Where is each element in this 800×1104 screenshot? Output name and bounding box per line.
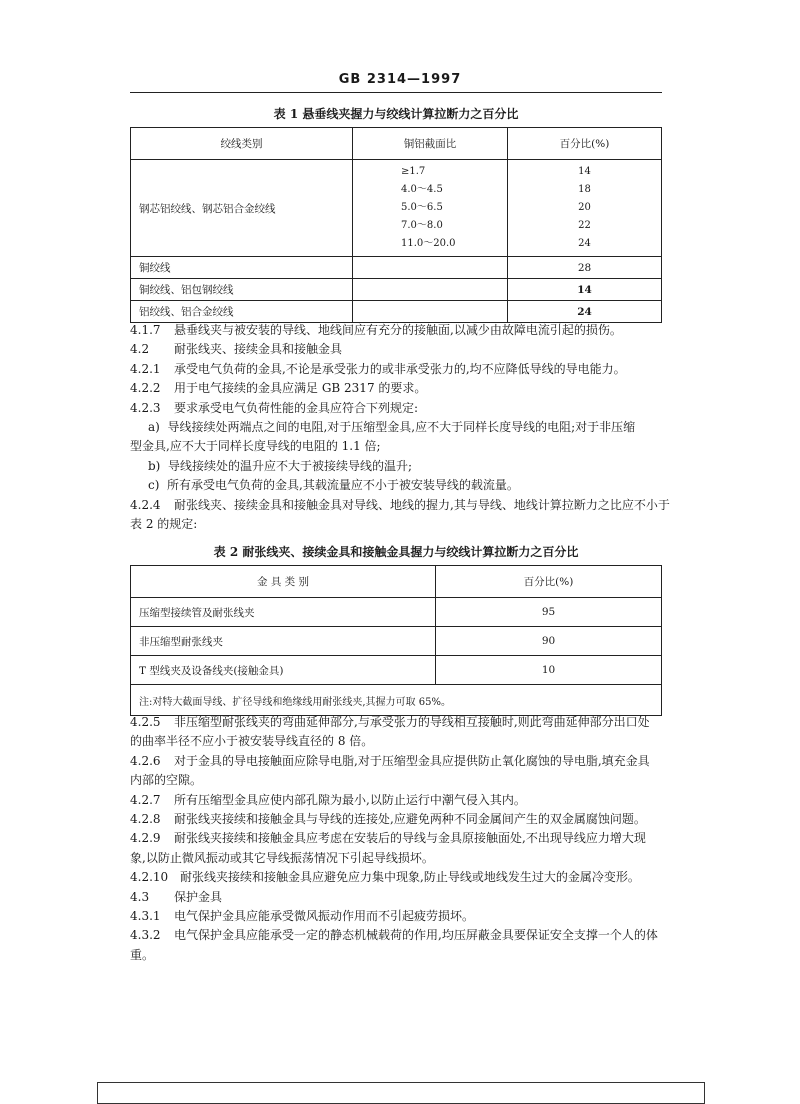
table2-caption: 表 2 耐张线夹、接续金具和接触金具握力与绞线计算拉断力之百分比	[213, 545, 579, 559]
paragraph	[130, 810, 670, 829]
clause-text: 用于电气接续的金具应满足 GB 2317 的要求。	[174, 381, 427, 396]
paragraph	[130, 496, 670, 515]
clause-text: 耐张线夹、接续金具和接触金具对导线、地线的握力,其与导线、地线计算拉断力之比应不小于	[174, 497, 670, 512]
table1-percent: 18	[578, 184, 591, 195]
list-marker: a)	[148, 420, 160, 435]
clause-number: 4.3	[130, 889, 150, 904]
paragraph-continuation: 表 2 的规定:	[130, 517, 198, 532]
paragraph	[130, 829, 670, 848]
table2-note-row	[131, 685, 662, 716]
clause-text: 非压缩型耐张线夹的弯曲延伸部分,与承受张力的导线相互接触时,则此弯曲延伸部分出口处	[174, 715, 650, 729]
table1-col-category: 绞线类别	[131, 128, 353, 160]
paragraph-continuation: 的曲率半径不应小于被安装导线直径的 8 倍。	[130, 734, 374, 749]
paragraph	[130, 360, 670, 379]
clause-number: 4.2.5	[130, 715, 161, 729]
paragraph	[130, 399, 670, 418]
clause-number: 4.2.3	[130, 400, 161, 415]
table1-row	[131, 257, 662, 279]
clause-text: 电气保护金具应能承受微风振动作用而不引起疲劳损坏。	[174, 909, 475, 924]
list-marker: c)	[148, 478, 160, 493]
table2-row-category: 压缩型接续管及耐张线夹	[131, 598, 436, 627]
table2-row-category: T 型线夹及设备线夹(接触金具)	[131, 656, 436, 685]
table1-row-category: 铜绞线	[131, 257, 353, 279]
footer-frame	[97, 1082, 705, 1104]
clause-text: 耐张线夹接续和接触金具应避免应力集中现象,防止导线或地线发生过大的金属冷变形。	[180, 870, 640, 885]
paragraph	[130, 868, 670, 887]
paragraph	[130, 791, 670, 810]
list-item	[130, 418, 670, 437]
table2-row-percent: 10	[436, 656, 662, 685]
paragraph	[130, 752, 670, 771]
paragraph-continuation: 内部的空隙。	[130, 773, 203, 788]
section-heading	[130, 340, 670, 359]
paragraph	[130, 907, 670, 926]
paragraph	[130, 379, 670, 398]
clause-number: 4.2.6	[130, 753, 161, 768]
table2	[130, 565, 662, 716]
paragraph-continuation: 象,以防止微风振动或其它导线振荡情况下引起导线损坏。	[130, 850, 434, 865]
table2-row	[131, 627, 662, 656]
table1-header-row	[131, 128, 662, 160]
section-heading	[130, 888, 670, 907]
header-rule	[130, 92, 662, 93]
table1-col-ratio: 铜铝截面比	[353, 128, 508, 160]
clause-text: 耐张线夹、接续金具和接触金具	[174, 342, 343, 357]
table2-col-percent: 百分比(%)	[436, 566, 662, 598]
list-text: 导线接续处两端点之间的电阻,对于压缩型金具,应不大于同样长度导线的电阻;对于非压缩	[167, 420, 636, 435]
table1-row	[131, 279, 662, 301]
table1-ratio: 7.0～8.0	[401, 220, 443, 231]
table1-row-ratio	[353, 301, 508, 323]
clause-number: 4.2.9	[130, 831, 161, 846]
table1-col-percent: 百分比(%)	[508, 128, 662, 160]
clause-text: 电气保护金具应能承受一定的静态机械载荷的作用,均压屏蔽金具要保证安全支撑一个人的体	[174, 928, 658, 943]
table2-note: 注:对特大截面导线、扩径导线和绝缘线用耐张线夹,其握力可取 65%。	[131, 685, 662, 716]
clause-text: 所有压缩型金具应使内部孔隙为最小,以防止运行中潮气侵入其内。	[174, 792, 526, 807]
clause-number: 4.2.4	[130, 497, 161, 512]
clause-number: 4.3.2	[130, 928, 161, 943]
section-4-2-5-to-4-3-2	[130, 713, 670, 965]
list-item	[130, 457, 670, 476]
table2-row-category: 非压缩型耐张线夹	[131, 627, 436, 656]
table1-percent: 20	[578, 202, 591, 213]
clause-text: 耐张线夹接续和接触金具应考虑在安装后的导线与金具原接触面处,不出现导线应力增大现	[174, 831, 646, 846]
clause-text: 保护金具	[174, 889, 223, 904]
table2-header-row	[131, 566, 662, 598]
table1-row-category: 铜绞线、铝包钢绞线	[131, 279, 353, 301]
table2-row-percent: 90	[436, 627, 662, 656]
paragraph	[130, 926, 670, 945]
table1-row-percent: 14	[508, 279, 662, 301]
clause-number: 4.3.1	[130, 909, 161, 924]
table1-caption: 表 1 悬垂线夹握力与绞线计算拉断力之百分比	[273, 107, 519, 121]
table1-ratio: ≥1.7	[401, 166, 426, 177]
clause-text: 悬垂线夹与被安装的导线、地线间应有充分的接触面,以减少由故障电流引起的损伤。	[174, 323, 622, 337]
table1-percent: 24	[578, 238, 591, 249]
list-item	[130, 476, 670, 495]
table2-row	[131, 598, 662, 627]
table1-row-percent: 24	[508, 301, 662, 323]
table1	[130, 127, 662, 323]
clause-text: 承受电气负荷的金具,不论是承受张力的或非承受张力的,均不应降低导线的导电能力。	[174, 361, 626, 376]
table2-row	[131, 656, 662, 685]
table1-row-ratio	[353, 257, 508, 279]
table1-group-ratios	[353, 160, 508, 257]
clause-number: 4.2.1	[130, 361, 161, 376]
table1-group-percents	[508, 160, 662, 257]
table1-ratio: 11.0～20.0	[401, 238, 456, 249]
clause-number: 4.2.8	[130, 812, 161, 827]
table1-row-ratio	[353, 279, 508, 301]
list-marker: b)	[148, 458, 161, 473]
table1-group-category: 钢芯铝绞线、钢芯铝合金绞线	[131, 160, 353, 257]
table2-col-category: 金 具 类 别	[131, 566, 436, 598]
section-4-1-7-to-4-2-3	[130, 321, 670, 534]
table1-group-row	[131, 160, 662, 257]
table1-ratio: 5.0～6.5	[401, 202, 443, 213]
clause-number: 4.2	[130, 342, 150, 357]
clause-text: 耐张线夹接续和接触金具与导线的连接处,应避免两种不同金属间产生的双金属腐蚀问题。	[174, 812, 646, 827]
table1-percent: 14	[578, 166, 591, 177]
table1-percent: 22	[578, 220, 591, 231]
list-text: 导线接续处的温升应不大于被接续导线的温升;	[168, 458, 413, 473]
table1-row-percent: 28	[508, 257, 662, 279]
clause-text: 对于金具的导电接触面应除导电脂,对于压缩型金具应提供防止氧化腐蚀的导电脂,填充金具	[174, 753, 650, 768]
paragraph	[130, 713, 670, 732]
list-text: 所有承受电气负荷的金具,其载流量应不小于被安装导线的载流量。	[167, 478, 519, 493]
standard-number-header: GB 2314—1997	[338, 72, 462, 87]
table2-row-percent: 95	[436, 598, 662, 627]
clause-text: 要求承受电气负荷性能的金具应符合下列规定:	[174, 400, 419, 415]
table1-row	[131, 301, 662, 323]
clause-number: 4.1.7	[130, 323, 161, 337]
table1-row-category: 铝绞线、铝合金绞线	[131, 301, 353, 323]
paragraph-continuation: 重。	[130, 947, 155, 962]
clause-number: 4.2.10	[130, 870, 169, 885]
paragraph	[130, 321, 670, 340]
clause-number: 4.2.7	[130, 792, 161, 807]
clause-number: 4.2.2	[130, 381, 161, 396]
list-item-continuation: 型金具,应不大于同样长度导线的电阻的 1.1 倍;	[130, 439, 381, 454]
table1-ratio: 4.0～4.5	[401, 184, 443, 195]
